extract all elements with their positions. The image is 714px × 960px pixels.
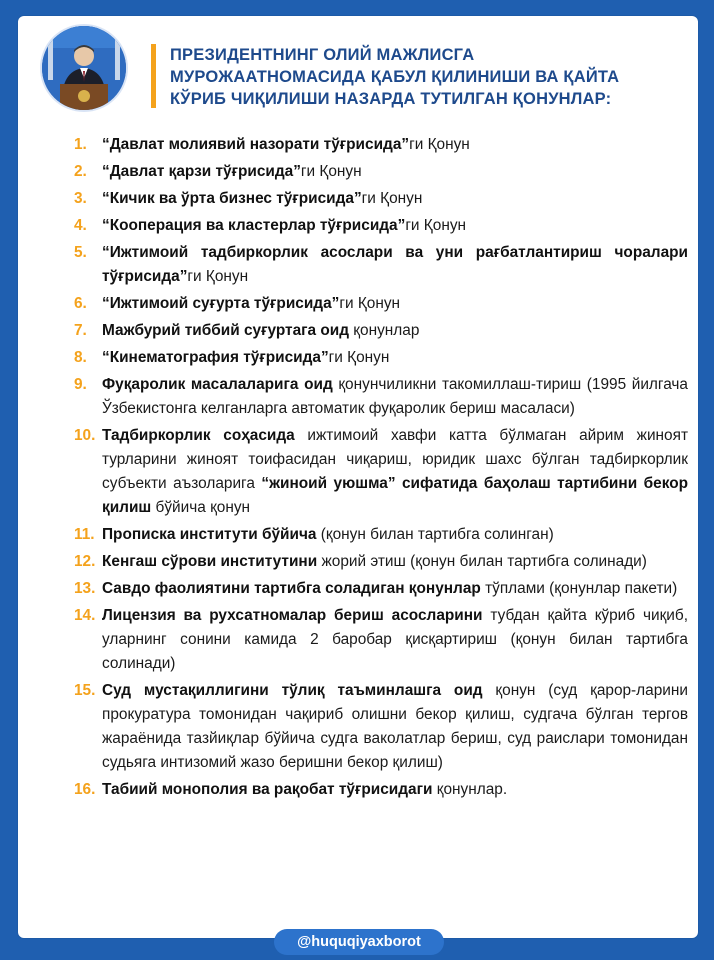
list-item <box>74 214 688 238</box>
item-number: 7. <box>74 322 87 339</box>
item-text <box>102 292 688 316</box>
item-text <box>102 319 688 343</box>
list-item <box>74 187 688 211</box>
item-number: 4. <box>74 217 87 234</box>
item-rest: ги Қонун <box>405 217 467 234</box>
item-rest: қонун (суд қарор-ларини прокуратура томонидан чақириб олишни бекор қилиш, судгача бўлган тергов жараёнида тазйиқлар бўйича судга ваколатлар бериш, суд раислари томонидан судьяга интизомий жазо беришни бекор қилиш) <box>102 682 688 771</box>
item-text <box>102 346 688 370</box>
item-bold: Кенгаш сўрови институтини <box>102 553 318 570</box>
item-rest: ги Қонун <box>409 136 470 153</box>
item-text <box>102 133 688 157</box>
list-item <box>74 778 688 802</box>
list-item <box>74 241 688 289</box>
item-bold: “Давлат қарзи тўғрисида” <box>102 163 301 180</box>
item-rest: (қонун билан тартибга солинган) <box>316 526 554 543</box>
item-rest: қонунчиликни такомиллаш-тириш (1995 йилгача Ўзбекистонга келганларга автоматик фуқаролик бериш масаласи) <box>102 376 688 417</box>
item-number: 6. <box>74 295 87 312</box>
item-text <box>102 679 688 775</box>
item-number: 14. <box>74 607 96 624</box>
item-bold: Фуқаролик масалаларига оид <box>102 376 333 393</box>
item-number: 3. <box>74 190 87 207</box>
item-text <box>102 424 688 520</box>
item-number: 1. <box>74 136 87 153</box>
accent-bar <box>151 44 156 108</box>
item-text <box>102 604 688 676</box>
list-item <box>74 523 688 547</box>
item-text <box>102 778 688 802</box>
item-rest: ги Қонун <box>300 163 362 180</box>
item-rest: ги Қонун <box>328 349 390 366</box>
avatar <box>40 24 128 112</box>
list-item <box>74 604 688 676</box>
item-number: 15. <box>74 682 96 699</box>
item-bold: Тадбиркорлик соҳасида <box>102 427 295 444</box>
item-rest: қонунлар. <box>432 781 508 798</box>
page-title <box>170 44 690 110</box>
item-bold: Суд мустақиллигини тўлиқ таъминлашга оид <box>102 682 483 699</box>
item-rest: ги Қонун <box>187 268 249 285</box>
item-bold: Табиий монополия ва рақобат тўғрисидаги <box>102 781 433 798</box>
item-number: 13. <box>74 580 96 597</box>
laws-list <box>74 133 688 805</box>
item-bold: “Кичик ва ўрта бизнес тўғрисида” <box>102 190 362 207</box>
header <box>40 24 680 124</box>
item-text <box>102 577 688 601</box>
item-bold: “Ижтимоий тадбиркорлик асослари ва уни рағбатлантириш чоралари тўғрисида” <box>102 244 688 285</box>
item-number: 9. <box>74 376 87 393</box>
item-bold: Лицензия ва рухсатномалар бериш асосларини <box>102 607 483 624</box>
list-item <box>74 133 688 157</box>
item-number: 8. <box>74 349 87 366</box>
list-item <box>74 292 688 316</box>
item-text <box>102 241 688 289</box>
list-item <box>74 424 688 520</box>
item-number: 16. <box>74 781 96 798</box>
item-bold: “Давлат молиявий назорати тўғрисида” <box>102 136 410 153</box>
item-rest: тўплами (қонунлар пакети) <box>480 580 678 597</box>
title-line: МУРОЖААТНОМАСИДА ҚАБУЛ ҚИЛИНИШИ ВА ҚАЙТА <box>170 68 620 86</box>
list-item <box>74 373 688 421</box>
item-number: 11. <box>74 526 95 543</box>
item-rest: бўйича қонун <box>151 499 251 516</box>
item-rest: қонунлар <box>349 322 420 339</box>
item-bold: “Кинематография тўғрисида” <box>102 349 329 366</box>
president-portrait-icon <box>42 26 126 110</box>
item-bold: Савдо фаолиятини тартибга соладиган қонунлар <box>102 580 481 597</box>
item-bold: “Кооперация ва кластерлар тўғрисида” <box>102 217 406 234</box>
item-rest: тубдан қайта кўриб чиқиб, уларнинг сонини камида 2 баробар қисқартириш (қонун билан тартибга солинади) <box>102 607 688 672</box>
item-bold: “Ижтимоий суғурта тўғрисида” <box>102 295 340 312</box>
list-item <box>74 319 688 343</box>
social-handle[interactable]: @huquqiyaxborot <box>274 929 444 955</box>
item-text <box>102 187 688 211</box>
item-rest: ги Қонун <box>339 295 401 312</box>
title-line: КЎРИБ ЧИҚИЛИШИ НАЗАРДА ТУТИЛГАН ҚОНУНЛАР: <box>170 90 612 108</box>
list-item <box>74 679 688 775</box>
item-rest: ги Қонун <box>361 190 423 207</box>
item-text <box>102 550 688 574</box>
list-item <box>74 550 688 574</box>
content-card <box>18 16 698 938</box>
item-rest: жорий этиш (қонун билан тартибга солинади) <box>317 553 647 570</box>
item-text <box>102 523 688 547</box>
item-number: 2. <box>74 163 87 180</box>
item-text <box>102 160 688 184</box>
item-text <box>102 373 688 421</box>
item-bold: “жиноий уюшма” сифатида баҳолаш тартибини бекор қилиш <box>102 475 688 516</box>
list-item <box>74 346 688 370</box>
item-number: 12. <box>74 553 96 570</box>
item-number: 10. <box>74 427 96 444</box>
item-bold: Мажбурий тиббий суғуртага оид <box>102 322 350 339</box>
item-rest: ижтимоий хавфи катта бўлмаган айрим жиноят турларини жиноят тоифасидан чиқариш, юридик шахс бўлган тадбиркорлик субъекти аъзоларига <box>102 427 689 492</box>
item-text <box>102 214 688 238</box>
item-number: 5. <box>74 244 87 261</box>
list-item <box>74 577 688 601</box>
list-item <box>74 160 688 184</box>
title-line: ПРЕЗИДЕНТНИНГ ОЛИЙ МАЖЛИСГА <box>170 46 475 64</box>
item-bold: Прописка институти бўйича <box>102 526 317 543</box>
